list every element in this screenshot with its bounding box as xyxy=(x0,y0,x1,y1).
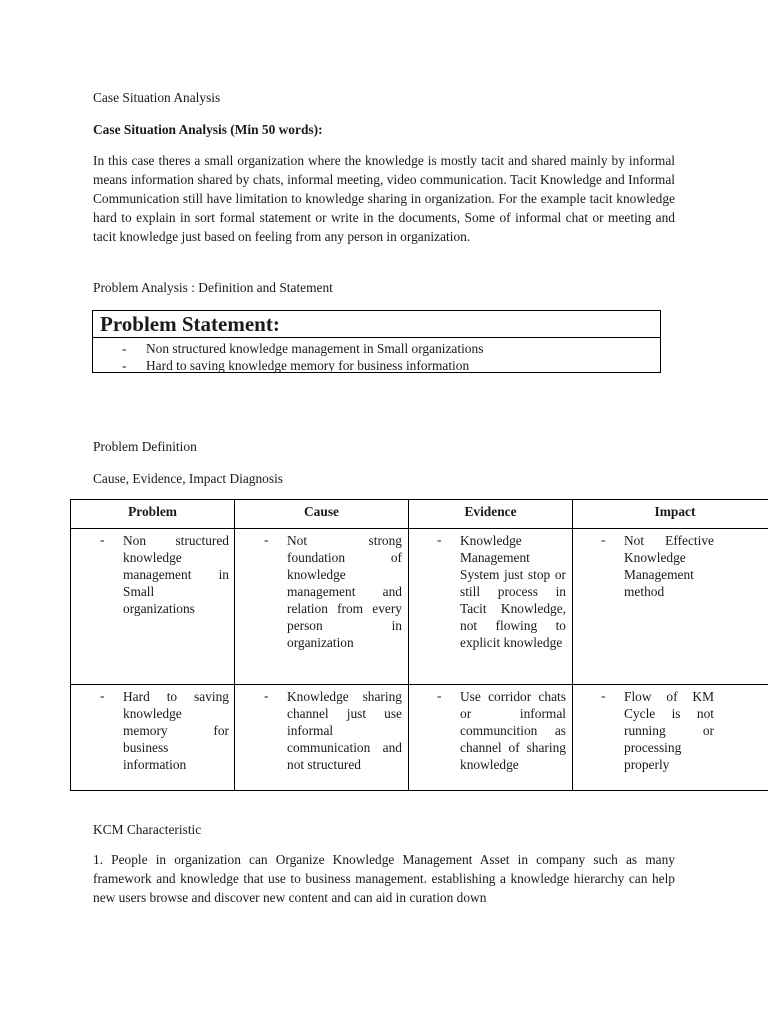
problem-statement-item xyxy=(93,340,660,357)
table-header-row xyxy=(71,500,768,529)
table-cell xyxy=(235,685,409,791)
bullet-dash: - xyxy=(264,532,269,547)
cell-text-impact: Not Effective Knowledge Management method xyxy=(624,533,714,599)
problem-statement-item xyxy=(93,357,660,374)
heading-case-situation-min-words: Case Situation Analysis (Min 50 words): xyxy=(93,122,323,137)
table-cell xyxy=(71,685,235,791)
bullet-dash: - xyxy=(437,688,442,703)
heading-case-situation: Case Situation Analysis xyxy=(93,90,221,105)
problem-statement-title: Problem Statement: xyxy=(93,311,660,338)
bullet-dash: - xyxy=(437,532,442,547)
bullet-dash: - xyxy=(264,688,269,703)
table-cell xyxy=(573,529,768,685)
table-cell xyxy=(409,529,573,685)
cell-text-cause: Knowledge sharing channel just use informal communication and not structured xyxy=(287,689,402,772)
column-header-impact: Impact xyxy=(573,500,768,529)
cell-text-problem: Hard to saving knowledge memory for business information xyxy=(123,689,229,772)
problem-statement-item-text: Hard to saving knowledge memory for business information xyxy=(146,358,470,373)
bullet-dash: - xyxy=(601,688,606,703)
column-header-problem: Problem xyxy=(71,500,235,529)
bullet-dash: - xyxy=(122,358,127,373)
table-cell xyxy=(235,529,409,685)
cell-text-impact: Flow of KM Cycle is not running or processing properly xyxy=(624,689,714,772)
kcm-paragraph: 1. People in organization can Organize Knowledge Management Asset in company such as many framework and knowledge that use to business management. establishing a knowledge hierarchy can help new users browse and discover new content and can aid in curation down xyxy=(93,852,675,905)
bullet-dash: - xyxy=(122,341,127,356)
column-header-cause: Cause xyxy=(235,500,409,529)
cell-text-evidence: Knowledge Management System just stop or still process in Tacit Knowledge, not flowing to explicit knowledge xyxy=(460,533,566,650)
diagnosis-table xyxy=(70,499,768,791)
column-header-evidence: Evidence xyxy=(409,500,573,529)
diagnosis-heading: Cause, Evidence, Impact Diagnosis xyxy=(93,471,284,486)
cell-text-problem: Non structured knowledge management in Small organizations xyxy=(123,533,229,616)
kcm-heading: KCM Characteristic xyxy=(93,822,202,837)
bullet-dash: - xyxy=(100,532,105,547)
table-row xyxy=(71,529,768,685)
bullet-dash: - xyxy=(601,532,606,547)
cell-text-cause: Not strong foundation of knowledge management and relation from every person in organization xyxy=(287,533,402,650)
table-cell xyxy=(71,529,235,685)
table-cell xyxy=(409,685,573,791)
table-row xyxy=(71,685,768,791)
problem-statement-box xyxy=(92,310,661,373)
intro-paragraph: In this case theres a small organization where the knowledge is mostly tacit and shared mainly by informal means information shared by chats, informal meeting, video communication. Tacit Knowledge and Informal Communication still have limitation to knowledge sharing in organization. For the example tacit knowledge hard to explain in sort formal statement or write in the documents, Some of informal chat or meeting and tacit knowledge just based on feeling from any person in organization. xyxy=(93,153,675,244)
table-cell xyxy=(573,685,768,791)
bullet-dash: - xyxy=(100,688,105,703)
problem-statement-item-text: Non structured knowledge management in Small organizations xyxy=(146,341,484,356)
cell-text-evidence: Use corridor chats or informal communcition as channel of sharing knowledge xyxy=(460,689,566,772)
problem-definition-heading: Problem Definition xyxy=(93,439,197,454)
problem-statement-list xyxy=(93,338,660,374)
problem-analysis-heading: Problem Analysis : Definition and Statement xyxy=(93,280,333,295)
